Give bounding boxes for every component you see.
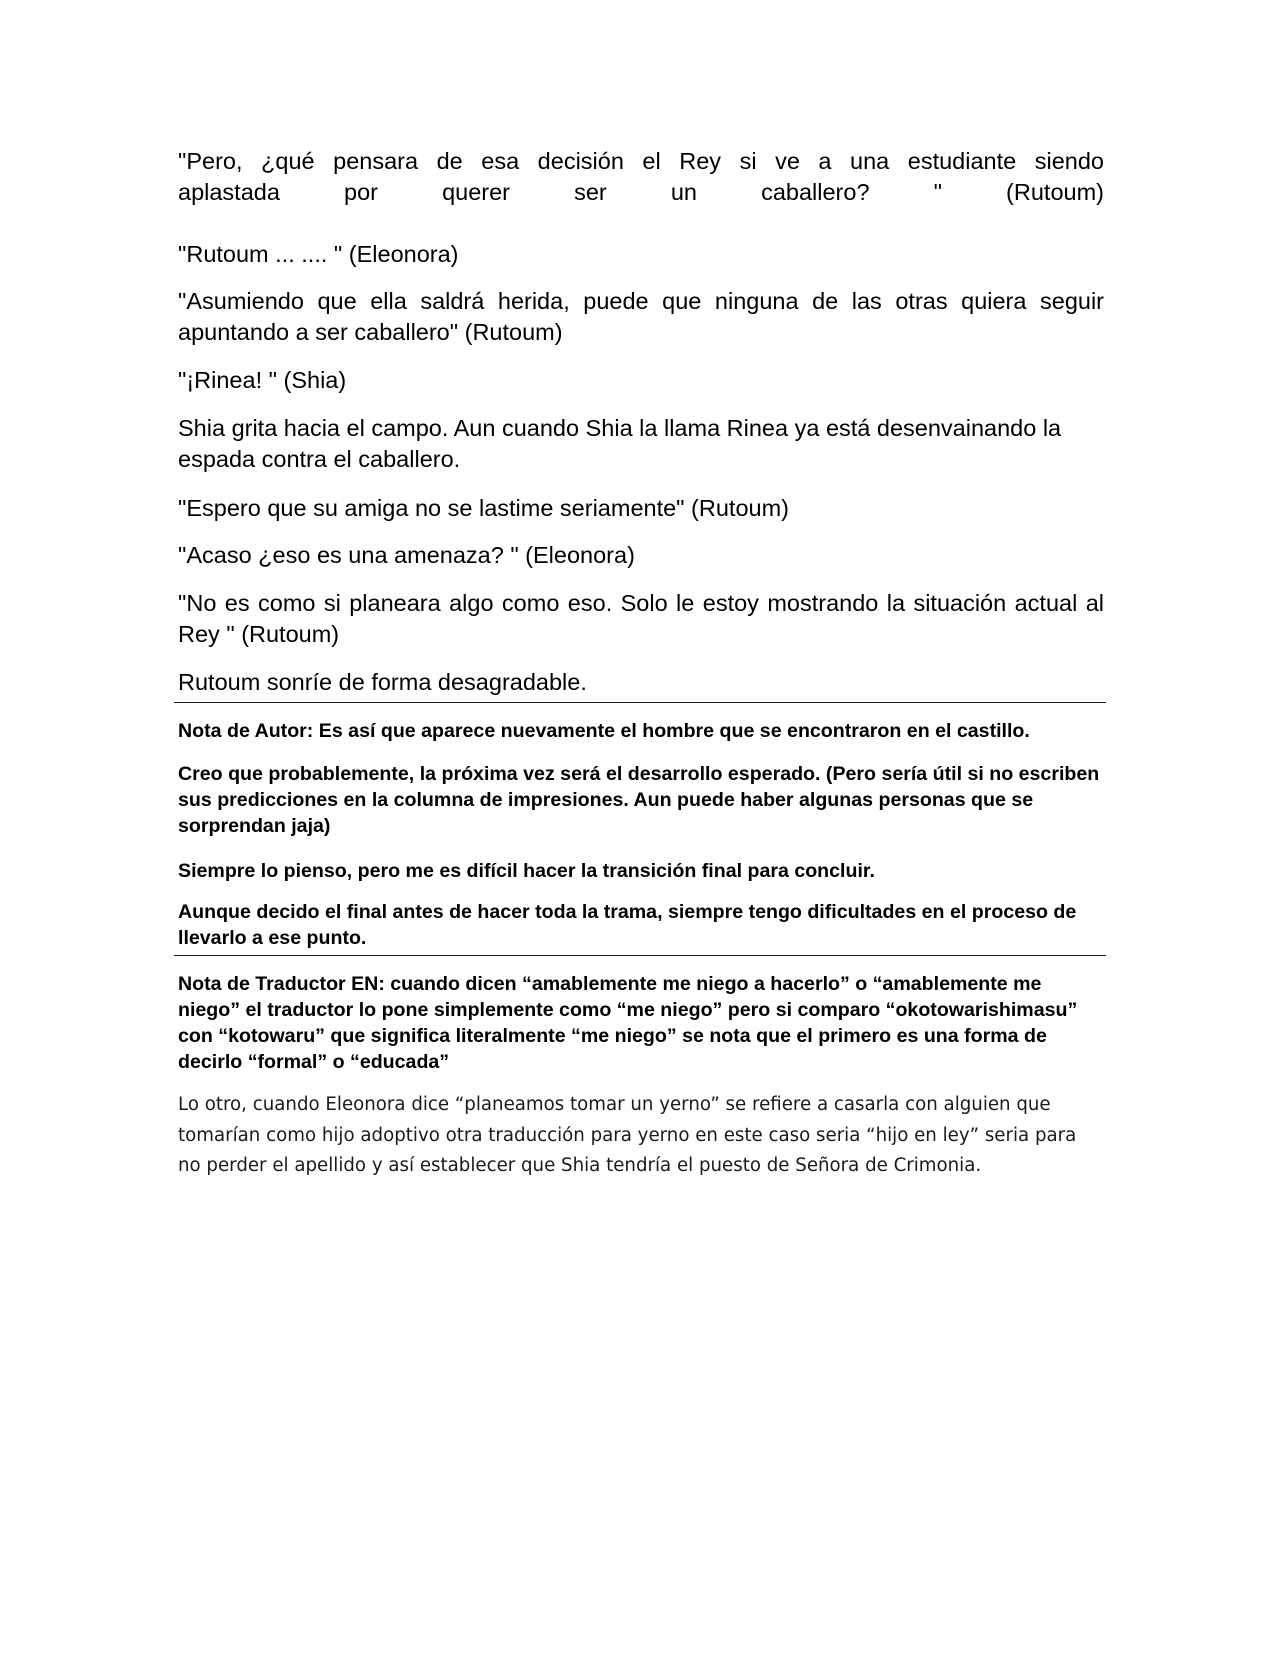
author-note-text: Nota de Autor: Es así que aparece nuevamente el hombre que se encontraron en el castillo. bbox=[178, 720, 1030, 742]
author-note-text: Aunque decido el final antes de hacer toda la trama, siempre tengo dificultades en el proceso de llevarlo a ese punto. bbox=[178, 901, 1077, 949]
translator-note-extra bbox=[178, 1090, 1104, 1182]
story-text: Shia grita hacia el campo. Aun cuando Shia la llama Rinea ya está desenvainando la espada contra el caballero. bbox=[178, 415, 1062, 472]
section-divider bbox=[174, 955, 1106, 956]
story-text: "Acaso ¿eso es una amenaza? " (Eleonora) bbox=[178, 542, 635, 568]
story-paragraph-3 bbox=[178, 286, 1104, 348]
story-paragraph-2 bbox=[178, 239, 1104, 270]
author-note bbox=[178, 761, 1104, 839]
story-paragraph-1 bbox=[178, 146, 1104, 208]
story-paragraph-8 bbox=[178, 588, 1104, 650]
story-paragraph-5 bbox=[178, 413, 1104, 475]
story-text: Rutoum sonríe de forma desagradable. bbox=[178, 669, 587, 695]
story-paragraph-9 bbox=[178, 667, 1104, 698]
author-note bbox=[178, 899, 1104, 951]
section-divider bbox=[174, 702, 1106, 703]
story-line: aplastada por querer ser un caballero? " (Rutoum) bbox=[178, 179, 1104, 205]
translator-note bbox=[178, 971, 1104, 1075]
story-paragraph-6 bbox=[178, 493, 1104, 524]
author-note bbox=[178, 858, 1104, 884]
story-text: "¡Rinea! " (Shia) bbox=[178, 367, 347, 393]
story-text: "Espero que su amiga no se lastime seriamente" (Rutoum) bbox=[178, 495, 789, 521]
story-paragraph-7 bbox=[178, 540, 1104, 571]
story-text: "No es como si planeara algo como eso. Solo le estoy mostrando la situación actual al Rey " (Rutoum) bbox=[178, 590, 1104, 647]
author-note-text: Siempre lo pienso, pero me es difícil hacer la transición final para concluir. bbox=[178, 860, 875, 882]
translator-note-text: Nota de Traductor EN: cuando dicen “amablemente me niego a hacerlo” o “amablemente me niego” el traductor lo pone simplemente como “me niego” pero si comparo “okotowarishimasu” con “kotowaru” que significa literalmente “me niego” se nota que el primero es una forma de decirlo “formal” o “educada” bbox=[178, 973, 1078, 1073]
story-text: "Asumiendo que ella saldrá herida, puede que ninguna de las otras quiera seguir apuntando a ser caballero" (Rutoum) bbox=[178, 288, 1104, 345]
author-note bbox=[178, 718, 1104, 744]
story-line: "Pero, ¿qué pensara de esa decisión el Rey si ve a una estudiante siendo bbox=[178, 148, 1104, 174]
author-note-text: Creo que probablemente, la próxima vez será el desarrollo esperado. (Pero sería útil si no escriben sus predicciones en la columna de impresiones. Aun puede haber algunas personas que se sorprendan jaja) bbox=[178, 763, 1100, 837]
story-text: "Rutoum ... .... " (Eleonora) bbox=[178, 241, 459, 267]
story-paragraph-4 bbox=[178, 365, 1104, 396]
translator-note-extra-text: Lo otro, cuando Eleonora dice “planeamos tomar un yerno” se refiere a casarla con alguien que tomarían como hijo adoptivo otra traducción para yerno en este caso seria “hijo en ley” seria para no perder el apellido y así establecer que Shia tendría el puesto de Señora de Crimonia. bbox=[178, 1094, 1077, 1176]
